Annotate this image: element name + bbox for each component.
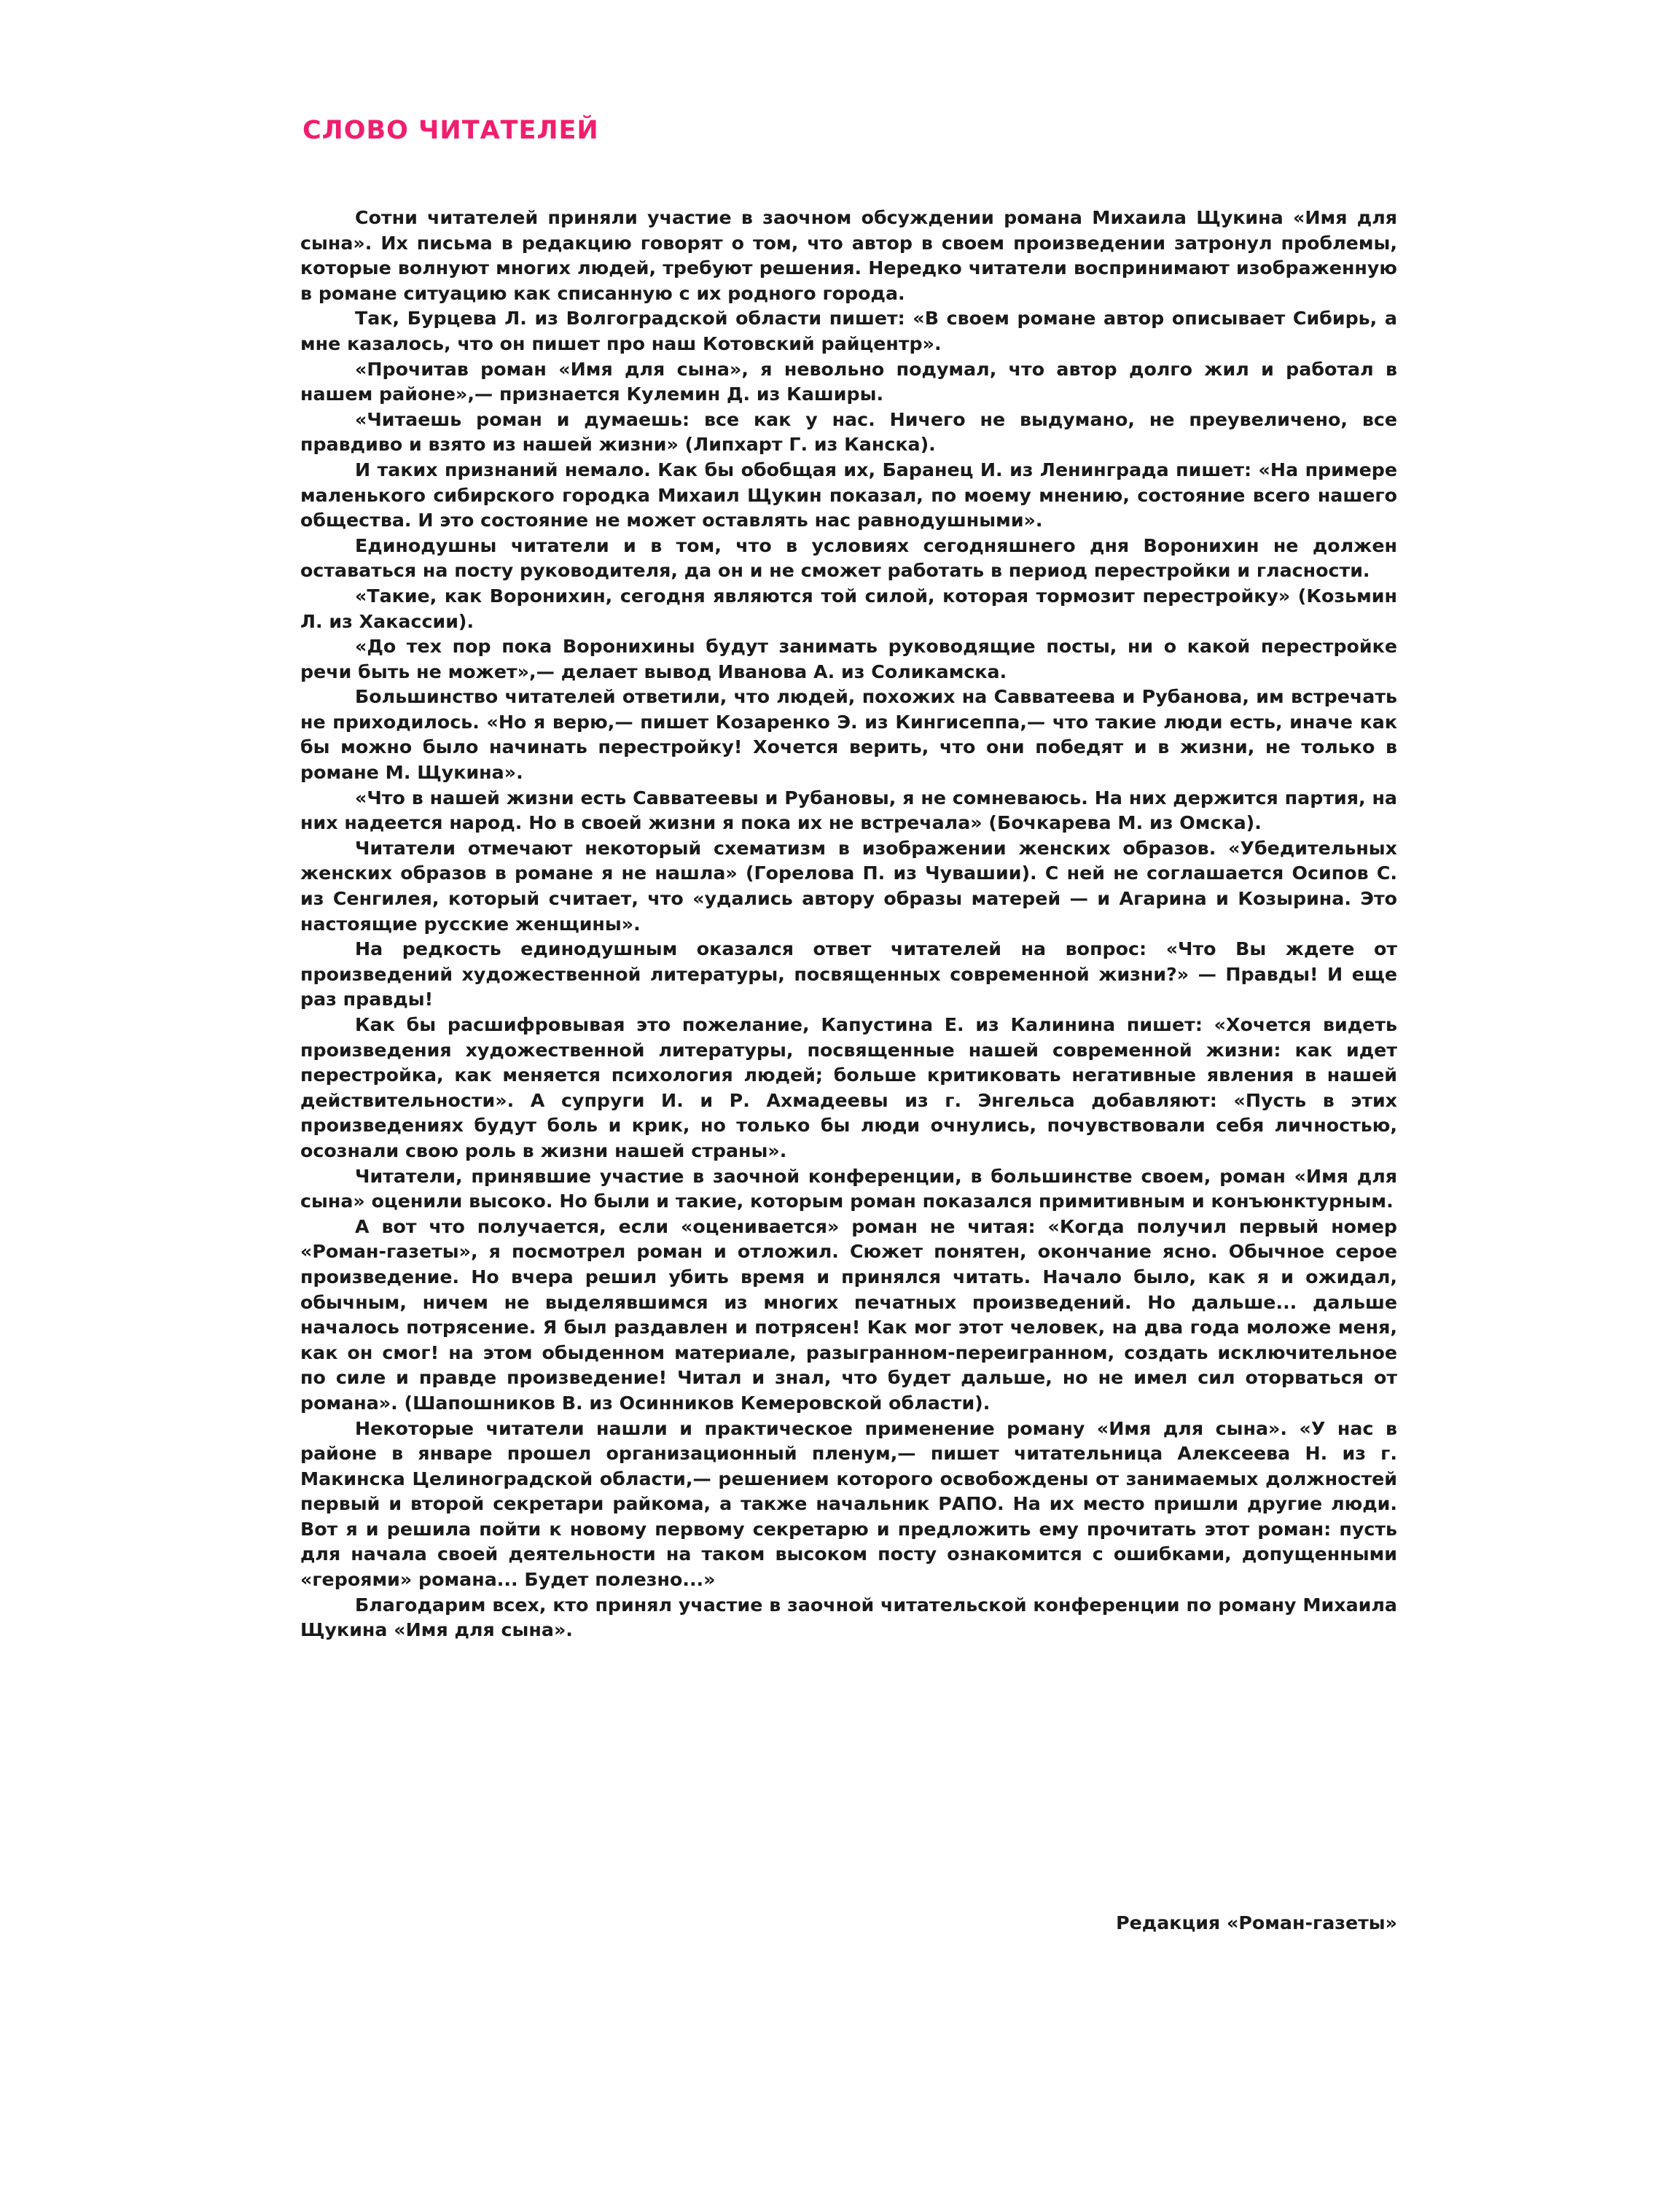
article-paragraph: Единодушны читатели и в том, что в условиях сегодняшнего дня Воронихин не должен оставаться на посту руководителя, да он и не сможет работать в период перестройки и гласности. (300, 534, 1397, 582)
section-heading: СЛОВО ЧИТАТЕЛЕЙ (302, 116, 599, 145)
article-paragraph: И таких признаний немало. Как бы обобщая их, Баранец И. из Ленинграда пишет: «На примере маленького сибирского городка Михаил Щукин показал, по моему мнению, состояние всего нашего общества. И это состояние не может оставлять нас равнодушными». (300, 459, 1397, 531)
article-paragraph: Большинство читателей ответили, что людей, похожих на Савватеева и Рубанова, им встречать не приходилось. «Но я верю,— пишет Козаренко Э. из Кингисеппа,— что такие люди есть, иначе как бы можно было начинать перестройку! Хочется верить, что они победят и в жизни, не только в романе М. Щукина». (300, 686, 1397, 784)
article-paragraph: «Прочитав роман «Имя для сына», я невольно подумал, что автор долго жил и работал в нашем районе»,— признается Кулемин Д. из Каширы. (300, 358, 1397, 405)
article-paragraph: «Читаешь роман и думаешь: все как у нас. Ничего не выдумано, не преувеличено, все правдиво и взято из нашей жизни» (Липхарт Г. из Канска). (300, 408, 1397, 456)
article-paragraph: Некоторые читатели нашли и практическое применение роману «Имя для сына». «У нас в районе в январе прошел организационный пленум,— пишет читательница Алексеева Н. из г. Макинска Целиноградской области,— решением которого освобождены от занимаемых должностей первый и второй секретари райкома, а также начальник РАПО. На их место пришли другие люди. Вот я и решила пойти к новому первому секретарю и предложить ему прочитать этот роман: пусть для начала своей деятельности на таком высоком посту ознакомится с ошибками, допущенными «героями» романа... Будет полезно...» (300, 1417, 1397, 1591)
article-paragraph: Так, Бурцева Л. из Волгоградской области пишет: «В своем романе автор описывает Сибирь, а мне казалось, что он пишет про наш Котовский райцентр». (300, 308, 1397, 354)
article-paragraph: Читатели отмечают некоторый схематизм в изображении женских образов. «Убедительных женских образов в романе я не нашла» (Горелова П. из Чувашии). С ней не соглашается Осипов С. из Сенгилея, который считает, что «удались автору образы матерей — и Агарина и Козырина. Это настоящие русские женщины». (300, 837, 1397, 935)
article-paragraph: «Такие, как Воронихин, сегодня являются той силой, которая тормозит перестройку» (Козьмин Л. из Хакассии). (300, 585, 1397, 632)
article-paragraph: Благодарим всех, кто принял участие в заочной читательской конференции по роману Михаила Щукина «Имя для сына». (300, 1594, 1397, 1641)
article-paragraph: Как бы расшифровывая это пожелание, Капустина Е. из Калинина пишет: «Хочется видеть произведения художественной литературы, посвященные нашей современной жизни: как идет перестройка, как меняется психология людей; больше критиковать негативные явления в нашей действительности». А супруги И. и Р. Ахмадеевы из г. Энгельса добавляют: «Пусть в этих произведениях будут боль и крик, но только бы люди очнулись, почувствовали себя личностью, осознали свою роль в жизни нашей страны». (300, 1014, 1397, 1161)
article-paragraph: На редкость единодушным оказался ответ читателей на вопрос: «Что Вы ждете от произведений художественной литературы, посвященных современной жизни?» — Правды! И еще раз правды! (300, 938, 1397, 1010)
article-paragraph: «Что в нашей жизни есть Савватеевы и Рубановы, я не сомневаюсь. На них держится партия, на них надеется народ. Но в своей жизни я пока их не встречала» (Бочкарева М. из Омска). (300, 787, 1397, 834)
editorial-signature: Редакция «Роман-газеты» (1116, 1912, 1397, 1933)
article-body (300, 206, 1397, 1643)
article-paragraph: Читатели, принявшие участие в заочной конференции, в большинстве своем, роман «Имя для сына» оценили высоко. Но были и такие, которым роман показался примитивным и конъюнктурным. (300, 1165, 1397, 1212)
article-paragraph: Сотни читателей приняли участие в заочном обсуждении романа Михаила Щукина «Имя для сына». Их письма в редакцию говорят о том, что автор в своем произведении затронул проблемы, которые волнуют многих людей, требуют решения. Нередко читатели воспринимают изображенную в романе ситуацию как списанную с их родного города. (300, 207, 1397, 304)
article-paragraph: А вот что получается, если «оценивается» роман не читая: «Когда получил первый номер «Роман-газеты», я посмотрел роман и отложил. Сюжет понятен, окончание ясно. Обычное серое произведение. Но вчера решил убить время и принялся читать. Начало было, как я и ожидал, обычным, ничем не выделявшимся из многих печатных произведений. Но дальше... дальше началось потрясение. Я был раздавлен и потрясен! Как мог этот человек, на два года моложе меня, как он смог! на этом обыденном материале, разыгранном-переигранном, создать исключительное по силе и правде произведение! Читал и знал, что будет дальше, но не имел сил оторваться от романа». (Шапошников В. из Осинников Кемеровской области). (300, 1215, 1397, 1414)
article-paragraph: «До тех пор пока Воронихины будут занимать руководящие посты, ни о какой перестройке речи быть не может»,— делает вывод Иванова А. из Соликамска. (300, 636, 1397, 682)
